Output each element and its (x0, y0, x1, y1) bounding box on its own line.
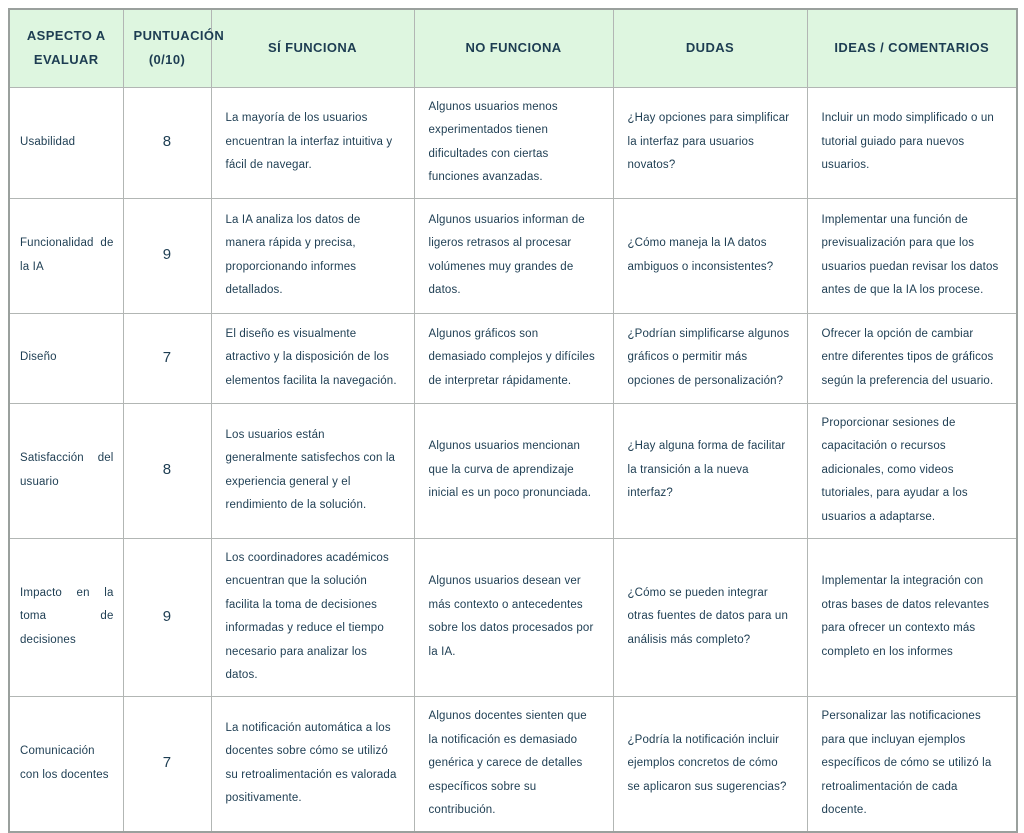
score-cell: 9 (123, 538, 211, 696)
works-cell: Los usuarios están generalmente satisfechos con la experiencia general y el rendimiento de la solución. (211, 403, 414, 538)
fails-cell: Algunos usuarios menos experimentados tienen dificultades con ciertas funciones avanzadas. (414, 87, 613, 198)
evaluation-table (8, 8, 1018, 833)
doubts-cell: ¿Hay opciones para simplificar la interfaz para usuarios novatos? (613, 87, 807, 198)
table-row-satisfaccion-usuario (9, 403, 1017, 538)
aspect-cell: Usabilidad (9, 87, 123, 198)
table-row-impacto-decisiones (9, 538, 1017, 696)
table-header-row (9, 9, 1017, 87)
ideas-cell: Implementar una función de previsualización para que los usuarios puedan revisar los datos antes de que la IA los procese. (807, 198, 1017, 313)
fails-cell: Algunos docentes sienten que la notificación es demasiado genérica y carece de detalles específicos sobre su contribución. (414, 696, 613, 831)
header-ideas-comentarios: IDEAS / COMENTARIOS (807, 9, 1017, 87)
score-cell: 8 (123, 403, 211, 538)
fails-cell: Algunos usuarios informan de ligeros retrasos al procesar volúmenes muy grandes de datos. (414, 198, 613, 313)
doubts-cell: ¿Hay alguna forma de facilitar la transición a la nueva interfaz? (613, 403, 807, 538)
works-cell: La mayoría de los usuarios encuentran la interfaz intuitiva y fácil de navegar. (211, 87, 414, 198)
header-dudas: DUDAS (613, 9, 807, 87)
score-cell: 9 (123, 198, 211, 313)
ideas-cell: Incluir un modo simplificado o un tutorial guiado para nuevos usuarios. (807, 87, 1017, 198)
doubts-cell: ¿Cómo se pueden integrar otras fuentes de datos para un análisis más completo? (613, 538, 807, 696)
aspect-cell: Diseño (9, 313, 123, 403)
ideas-cell: Proporcionar sesiones de capacitación o recursos adicionales, como videos tutoriales, para ayudar a los usuarios a adaptarse. (807, 403, 1017, 538)
table-row-diseno (9, 313, 1017, 403)
doubts-cell: ¿Podría la notificación incluir ejemplos concretos de cómo se aplicaron sus sugerencias? (613, 696, 807, 831)
works-cell: La IA analiza los datos de manera rápida y precisa, proporcionando informes detallados. (211, 198, 414, 313)
aspect-cell: Impacto en la toma de decisiones (9, 538, 123, 696)
aspect-cell: Comunicación con los docentes (9, 696, 123, 831)
ideas-cell: Implementar la integración con otras bases de datos relevantes para ofrecer un contexto más completo en los informes (807, 538, 1017, 696)
header-no-funciona: NO FUNCIONA (414, 9, 613, 87)
ideas-cell: Ofrecer la opción de cambiar entre diferentes tipos de gráficos según la preferencia del usuario. (807, 313, 1017, 403)
works-cell: La notificación automática a los docentes sobre cómo se utilizó su retroalimentación es valorada positivamente. (211, 696, 414, 831)
works-cell: Los coordinadores académicos encuentran que la solución facilita la toma de decisiones informadas y reduce el tiempo necesario para analizar los datos. (211, 538, 414, 696)
aspect-cell: Satisfacción del usuario (9, 403, 123, 538)
works-cell: El diseño es visualmente atractivo y la disposición de los elementos facilita la navegación. (211, 313, 414, 403)
score-cell: 8 (123, 87, 211, 198)
header-puntuacion: PUNTUACIÓN (0/10) (123, 9, 211, 87)
score-cell: 7 (123, 313, 211, 403)
table-row-funcionalidad-ia (9, 198, 1017, 313)
aspect-cell: Funcionalidad de la IA (9, 198, 123, 313)
header-si-funciona: SÍ FUNCIONA (211, 9, 414, 87)
fails-cell: Algunos usuarios mencionan que la curva de aprendizaje inicial es un poco pronunciada. (414, 403, 613, 538)
doubts-cell: ¿Cómo maneja la IA datos ambiguos o inconsistentes? (613, 198, 807, 313)
fails-cell: Algunos gráficos son demasiado complejos y difíciles de interpretar rápidamente. (414, 313, 613, 403)
fails-cell: Algunos usuarios desean ver más contexto o antecedentes sobre los datos procesados por la IA. (414, 538, 613, 696)
score-cell: 7 (123, 696, 211, 831)
table-row-usabilidad (9, 87, 1017, 198)
doubts-cell: ¿Podrían simplificarse algunos gráficos o permitir más opciones de personalización? (613, 313, 807, 403)
header-aspecto-a-evaluar: ASPECTO A EVALUAR (9, 9, 123, 87)
table-row-comunicacion-docentes (9, 696, 1017, 831)
ideas-cell: Personalizar las notificaciones para que incluyan ejemplos específicos de cómo se utilizó la retroalimentación de cada docente. (807, 696, 1017, 831)
